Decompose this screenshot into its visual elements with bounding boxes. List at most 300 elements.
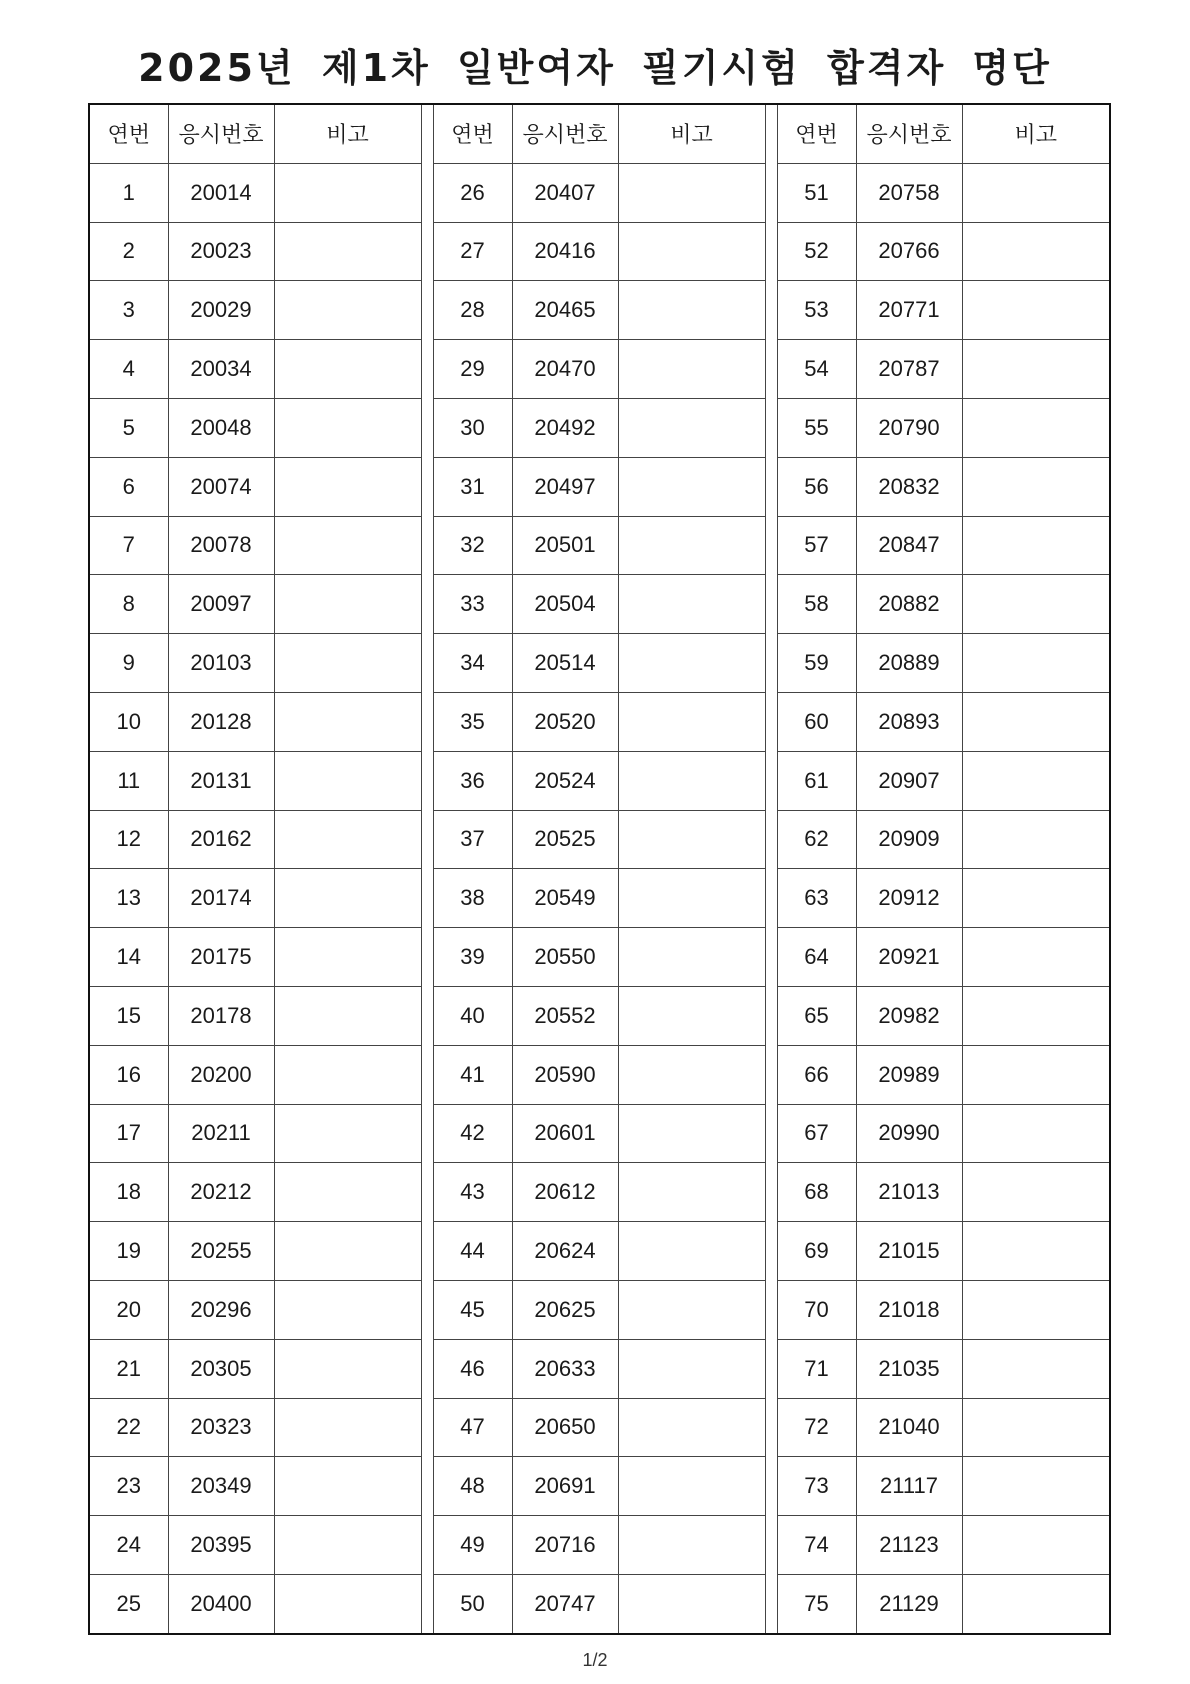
cell-exam-no: 20097 — [168, 575, 274, 634]
cell-serial-no: 26 — [433, 163, 512, 222]
header-row — [89, 104, 1110, 163]
cell-serial-no: 66 — [777, 1045, 856, 1104]
cell-note — [274, 281, 421, 340]
cell-note — [962, 634, 1110, 693]
cell-note — [274, 163, 421, 222]
cell-serial-no: 37 — [433, 810, 512, 869]
cell-note — [618, 751, 765, 810]
cell-note — [962, 1398, 1110, 1457]
table-row — [89, 810, 1110, 869]
cell-serial-no: 44 — [433, 1222, 512, 1281]
cell-serial-no: 60 — [777, 692, 856, 751]
cell-note — [962, 1574, 1110, 1633]
cell-exam-no: 20407 — [512, 163, 618, 222]
cell-serial-no: 21 — [89, 1339, 168, 1398]
cell-exam-no: 21035 — [856, 1339, 962, 1398]
cell-note — [274, 1457, 421, 1516]
cell-serial-no: 31 — [433, 457, 512, 516]
column-divider — [421, 1339, 433, 1398]
cell-note — [618, 1339, 765, 1398]
header-no: 연번 — [89, 104, 168, 163]
cell-exam-no: 20212 — [168, 1163, 274, 1222]
cell-serial-no: 54 — [777, 340, 856, 399]
cell-note — [962, 398, 1110, 457]
cell-exam-no: 20633 — [512, 1339, 618, 1398]
cell-exam-no: 21129 — [856, 1574, 962, 1633]
cell-serial-no: 69 — [777, 1222, 856, 1281]
column-divider — [765, 986, 777, 1045]
table-row — [89, 1163, 1110, 1222]
table-row — [89, 1516, 1110, 1575]
cell-exam-no: 20520 — [512, 692, 618, 751]
cell-serial-no: 62 — [777, 810, 856, 869]
cell-serial-no: 10 — [89, 692, 168, 751]
cell-note — [962, 1339, 1110, 1398]
cell-exam-no: 20034 — [168, 340, 274, 399]
cell-note — [274, 516, 421, 575]
cell-note — [962, 222, 1110, 281]
cell-serial-no: 49 — [433, 1516, 512, 1575]
cell-serial-no: 7 — [89, 516, 168, 575]
cell-exam-no: 20296 — [168, 1280, 274, 1339]
cell-exam-no: 20131 — [168, 751, 274, 810]
cell-note — [962, 1280, 1110, 1339]
cell-exam-no: 21040 — [856, 1398, 962, 1457]
cell-serial-no: 73 — [777, 1457, 856, 1516]
cell-exam-no: 20747 — [512, 1574, 618, 1633]
cell-note — [962, 751, 1110, 810]
cell-note — [274, 1516, 421, 1575]
cell-note — [274, 1339, 421, 1398]
cell-serial-no: 58 — [777, 575, 856, 634]
cell-exam-no: 20023 — [168, 222, 274, 281]
column-divider — [421, 1398, 433, 1457]
table-row — [89, 1339, 1110, 1398]
cell-serial-no: 48 — [433, 1457, 512, 1516]
cell-exam-no: 21015 — [856, 1222, 962, 1281]
cell-serial-no: 45 — [433, 1280, 512, 1339]
column-divider — [765, 281, 777, 340]
column-divider — [421, 634, 433, 693]
cell-note — [618, 1163, 765, 1222]
cell-exam-no: 20716 — [512, 1516, 618, 1575]
cell-note — [618, 340, 765, 399]
cell-exam-no: 20255 — [168, 1222, 274, 1281]
cell-exam-no: 20395 — [168, 1516, 274, 1575]
cell-note — [962, 163, 1110, 222]
cell-note — [962, 928, 1110, 987]
cell-serial-no: 5 — [89, 398, 168, 457]
cell-serial-no: 38 — [433, 869, 512, 928]
cell-serial-no: 29 — [433, 340, 512, 399]
cell-exam-no: 20162 — [168, 810, 274, 869]
column-divider — [765, 928, 777, 987]
cell-note — [274, 634, 421, 693]
cell-note — [618, 928, 765, 987]
column-divider — [421, 1516, 433, 1575]
cell-serial-no: 15 — [89, 986, 168, 1045]
cell-exam-no: 20492 — [512, 398, 618, 457]
cell-note — [274, 457, 421, 516]
column-divider — [765, 1457, 777, 1516]
cell-note — [618, 1574, 765, 1633]
cell-note — [618, 1104, 765, 1163]
table-row — [89, 928, 1110, 987]
cell-exam-no: 20501 — [512, 516, 618, 575]
cell-exam-no: 20889 — [856, 634, 962, 693]
cell-exam-no: 20907 — [856, 751, 962, 810]
cell-note — [618, 1280, 765, 1339]
page-number: 1/2 — [582, 1650, 608, 1670]
column-divider — [421, 869, 433, 928]
cell-note — [962, 1457, 1110, 1516]
column-divider — [765, 163, 777, 222]
header-exam-no: 응시번호 — [856, 104, 962, 163]
cell-note — [618, 692, 765, 751]
cell-exam-no: 20909 — [856, 810, 962, 869]
cell-serial-no: 52 — [777, 222, 856, 281]
cell-serial-no: 41 — [433, 1045, 512, 1104]
column-divider — [421, 575, 433, 634]
cell-exam-no: 20832 — [856, 457, 962, 516]
cell-exam-no: 20691 — [512, 1457, 618, 1516]
cell-note — [962, 1045, 1110, 1104]
cell-serial-no: 25 — [89, 1574, 168, 1633]
table-row — [89, 457, 1110, 516]
table-row — [89, 634, 1110, 693]
column-divider — [421, 986, 433, 1045]
cell-serial-no: 64 — [777, 928, 856, 987]
table-row — [89, 1222, 1110, 1281]
column-divider — [421, 222, 433, 281]
cell-exam-no: 21013 — [856, 1163, 962, 1222]
column-divider — [421, 1574, 433, 1633]
table-row — [89, 516, 1110, 575]
table-row — [89, 222, 1110, 281]
column-divider — [421, 516, 433, 575]
cell-serial-no: 46 — [433, 1339, 512, 1398]
cell-exam-no: 21018 — [856, 1280, 962, 1339]
cell-serial-no: 8 — [89, 575, 168, 634]
table-row — [89, 1398, 1110, 1457]
cell-note — [618, 398, 765, 457]
table-row — [89, 1104, 1110, 1163]
cell-note — [274, 1222, 421, 1281]
column-divider — [765, 810, 777, 869]
column-divider — [765, 516, 777, 575]
cell-serial-no: 11 — [89, 751, 168, 810]
cell-serial-no: 9 — [89, 634, 168, 693]
column-divider — [765, 340, 777, 399]
cell-exam-no: 20625 — [512, 1280, 618, 1339]
cell-serial-no: 27 — [433, 222, 512, 281]
cell-serial-no: 65 — [777, 986, 856, 1045]
column-divider — [765, 1163, 777, 1222]
cell-note — [274, 986, 421, 1045]
cell-serial-no: 19 — [89, 1222, 168, 1281]
cell-note — [274, 1045, 421, 1104]
cell-serial-no: 12 — [89, 810, 168, 869]
cell-exam-no: 20504 — [512, 575, 618, 634]
cell-exam-no: 20771 — [856, 281, 962, 340]
cell-exam-no: 20525 — [512, 810, 618, 869]
cell-note — [274, 1104, 421, 1163]
table-row — [89, 1574, 1110, 1633]
roster-body — [89, 163, 1110, 1633]
cell-exam-no: 20323 — [168, 1398, 274, 1457]
cell-exam-no: 20921 — [856, 928, 962, 987]
cell-note — [274, 398, 421, 457]
cell-exam-no: 20470 — [512, 340, 618, 399]
cell-serial-no: 14 — [89, 928, 168, 987]
cell-note — [274, 928, 421, 987]
cell-note — [618, 1398, 765, 1457]
cell-exam-no: 20590 — [512, 1045, 618, 1104]
cell-exam-no: 20550 — [512, 928, 618, 987]
cell-exam-no: 20650 — [512, 1398, 618, 1457]
cell-serial-no: 3 — [89, 281, 168, 340]
cell-exam-no: 20912 — [856, 869, 962, 928]
cell-serial-no: 23 — [89, 1457, 168, 1516]
header-note: 비고 — [618, 104, 765, 163]
cell-serial-no: 47 — [433, 1398, 512, 1457]
cell-note — [618, 222, 765, 281]
column-divider — [421, 1457, 433, 1516]
cell-exam-no: 20552 — [512, 986, 618, 1045]
cell-note — [274, 692, 421, 751]
column-divider — [421, 1222, 433, 1281]
cell-serial-no: 68 — [777, 1163, 856, 1222]
column-divider — [421, 1280, 433, 1339]
column-divider — [765, 457, 777, 516]
table-row — [89, 692, 1110, 751]
cell-exam-no: 20882 — [856, 575, 962, 634]
column-divider — [765, 634, 777, 693]
column-divider — [765, 869, 777, 928]
column-divider — [421, 340, 433, 399]
cell-serial-no: 72 — [777, 1398, 856, 1457]
cell-exam-no: 20612 — [512, 1163, 618, 1222]
cell-note — [962, 869, 1110, 928]
cell-note — [618, 1222, 765, 1281]
column-divider — [421, 104, 433, 163]
cell-exam-no: 20990 — [856, 1104, 962, 1163]
cell-serial-no: 51 — [777, 163, 856, 222]
column-divider — [421, 163, 433, 222]
cell-serial-no: 56 — [777, 457, 856, 516]
cell-serial-no: 50 — [433, 1574, 512, 1633]
column-divider — [421, 1163, 433, 1222]
cell-serial-no: 20 — [89, 1280, 168, 1339]
cell-exam-no: 20103 — [168, 634, 274, 693]
header-note: 비고 — [274, 104, 421, 163]
cell-serial-no: 30 — [433, 398, 512, 457]
header-exam-no: 응시번호 — [168, 104, 274, 163]
column-divider — [421, 810, 433, 869]
column-divider — [421, 928, 433, 987]
column-divider — [765, 1516, 777, 1575]
cell-note — [962, 1222, 1110, 1281]
cell-note — [274, 1398, 421, 1457]
cell-note — [274, 751, 421, 810]
cell-note — [618, 1457, 765, 1516]
cell-exam-no: 20989 — [856, 1045, 962, 1104]
cell-serial-no: 57 — [777, 516, 856, 575]
column-divider — [421, 1104, 433, 1163]
cell-serial-no: 34 — [433, 634, 512, 693]
cell-serial-no: 42 — [433, 1104, 512, 1163]
cell-exam-no: 20497 — [512, 457, 618, 516]
cell-note — [618, 516, 765, 575]
cell-exam-no: 20211 — [168, 1104, 274, 1163]
column-divider — [765, 1398, 777, 1457]
cell-exam-no: 21117 — [856, 1457, 962, 1516]
table-row — [89, 398, 1110, 457]
cell-note — [618, 1045, 765, 1104]
cell-exam-no: 20048 — [168, 398, 274, 457]
cell-exam-no: 20128 — [168, 692, 274, 751]
column-divider — [421, 751, 433, 810]
cell-note — [618, 869, 765, 928]
cell-serial-no: 22 — [89, 1398, 168, 1457]
cell-serial-no: 36 — [433, 751, 512, 810]
cell-note — [274, 575, 421, 634]
cell-exam-no: 21123 — [856, 1516, 962, 1575]
cell-note — [618, 575, 765, 634]
column-divider — [765, 1104, 777, 1163]
table-row — [89, 281, 1110, 340]
table-row — [89, 1457, 1110, 1516]
column-divider — [421, 457, 433, 516]
column-divider — [421, 398, 433, 457]
page-title: 2025년 제1차 일반여자 필기시험 합격자 명단 — [138, 46, 1052, 90]
cell-exam-no: 20787 — [856, 340, 962, 399]
cell-serial-no: 61 — [777, 751, 856, 810]
cell-note — [962, 1163, 1110, 1222]
cell-note — [618, 634, 765, 693]
cell-serial-no: 55 — [777, 398, 856, 457]
cell-note — [618, 281, 765, 340]
cell-note — [274, 810, 421, 869]
cell-serial-no: 70 — [777, 1280, 856, 1339]
cell-note — [618, 1516, 765, 1575]
roster-table — [88, 103, 1111, 1635]
cell-serial-no: 63 — [777, 869, 856, 928]
cell-note — [962, 986, 1110, 1045]
cell-note — [962, 810, 1110, 869]
cell-exam-no: 20175 — [168, 928, 274, 987]
cell-note — [962, 692, 1110, 751]
cell-exam-no: 20078 — [168, 516, 274, 575]
cell-serial-no: 18 — [89, 1163, 168, 1222]
cell-note — [962, 1104, 1110, 1163]
cell-exam-no: 20200 — [168, 1045, 274, 1104]
cell-exam-no: 20624 — [512, 1222, 618, 1281]
cell-serial-no: 35 — [433, 692, 512, 751]
cell-note — [618, 986, 765, 1045]
table-row — [89, 575, 1110, 634]
cell-note — [962, 457, 1110, 516]
cell-serial-no: 16 — [89, 1045, 168, 1104]
cell-exam-no: 20174 — [168, 869, 274, 928]
column-divider — [421, 1045, 433, 1104]
cell-exam-no: 20790 — [856, 398, 962, 457]
cell-exam-no: 20982 — [856, 986, 962, 1045]
cell-exam-no: 20074 — [168, 457, 274, 516]
table-row — [89, 1045, 1110, 1104]
cell-note — [618, 163, 765, 222]
cell-serial-no: 17 — [89, 1104, 168, 1163]
cell-note — [618, 810, 765, 869]
table-row — [89, 1280, 1110, 1339]
column-divider — [765, 222, 777, 281]
column-divider — [765, 398, 777, 457]
cell-exam-no: 20305 — [168, 1339, 274, 1398]
cell-serial-no: 1 — [89, 163, 168, 222]
column-divider — [765, 575, 777, 634]
cell-serial-no: 75 — [777, 1574, 856, 1633]
cell-exam-no: 20893 — [856, 692, 962, 751]
cell-note — [618, 457, 765, 516]
header-no: 연번 — [433, 104, 512, 163]
cell-serial-no: 53 — [777, 281, 856, 340]
cell-exam-no: 20847 — [856, 516, 962, 575]
cell-serial-no: 24 — [89, 1516, 168, 1575]
column-divider — [765, 1574, 777, 1633]
cell-exam-no: 20601 — [512, 1104, 618, 1163]
cell-serial-no: 6 — [89, 457, 168, 516]
cell-note — [962, 1516, 1110, 1575]
cell-serial-no: 13 — [89, 869, 168, 928]
table-row — [89, 163, 1110, 222]
cell-note — [962, 340, 1110, 399]
cell-exam-no: 20029 — [168, 281, 274, 340]
column-divider — [765, 1280, 777, 1339]
header-no: 연번 — [777, 104, 856, 163]
column-divider — [765, 104, 777, 163]
cell-serial-no: 28 — [433, 281, 512, 340]
cell-exam-no: 20766 — [856, 222, 962, 281]
cell-serial-no: 59 — [777, 634, 856, 693]
cell-exam-no: 20549 — [512, 869, 618, 928]
cell-exam-no: 20514 — [512, 634, 618, 693]
cell-exam-no: 20178 — [168, 986, 274, 1045]
column-divider — [421, 692, 433, 751]
cell-serial-no: 2 — [89, 222, 168, 281]
cell-serial-no: 4 — [89, 340, 168, 399]
column-divider — [421, 281, 433, 340]
cell-exam-no: 20758 — [856, 163, 962, 222]
cell-note — [274, 869, 421, 928]
column-divider — [765, 1339, 777, 1398]
cell-exam-no: 20416 — [512, 222, 618, 281]
column-divider — [765, 1222, 777, 1281]
cell-serial-no: 71 — [777, 1339, 856, 1398]
cell-serial-no: 40 — [433, 986, 512, 1045]
cell-serial-no: 43 — [433, 1163, 512, 1222]
cell-serial-no: 67 — [777, 1104, 856, 1163]
table-row — [89, 986, 1110, 1045]
cell-exam-no: 20014 — [168, 163, 274, 222]
column-divider — [765, 1045, 777, 1104]
cell-note — [962, 516, 1110, 575]
cell-exam-no: 20465 — [512, 281, 618, 340]
header-note: 비고 — [962, 104, 1110, 163]
column-divider — [765, 751, 777, 810]
cell-serial-no: 74 — [777, 1516, 856, 1575]
header-exam-no: 응시번호 — [512, 104, 618, 163]
cell-exam-no: 20524 — [512, 751, 618, 810]
